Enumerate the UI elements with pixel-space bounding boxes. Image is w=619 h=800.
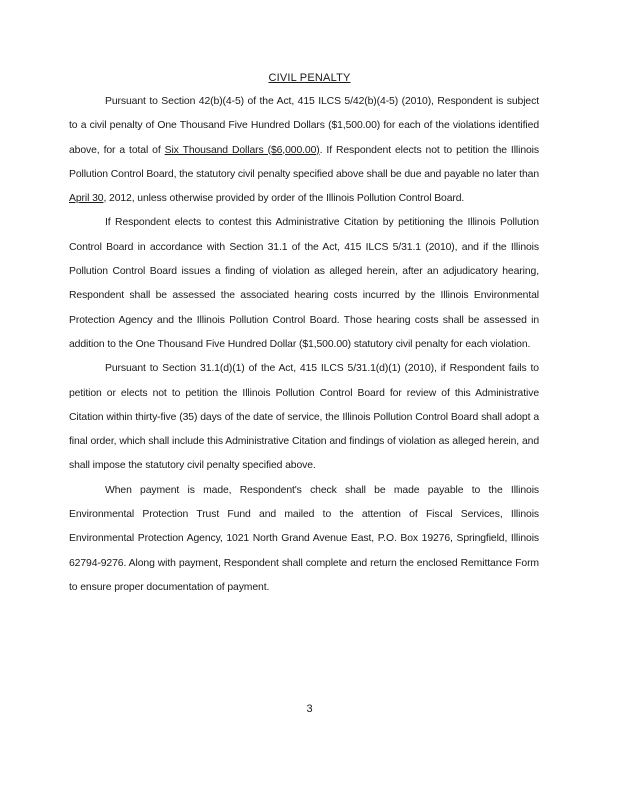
page-number: 3: [306, 703, 313, 715]
paragraph-payment-instructions: When payment is made, Respondent's check shall be made payable to the Illinois Environmental Protection Trust Fund and mailed to the attention of Fiscal Services, Illinois Environmental Protection Agency, 1021 North Grand Avenue East, P.O. Box 19276, Springfield, Illinois 62794-9276. Along with payment, Respondent shall complete and return the enclosed Remittance Form to ensure proper documentation of payment.: [69, 484, 539, 593]
document-body: [69, 90, 539, 600]
due-date: April 30: [69, 193, 104, 205]
section-heading: CIVIL PENALTY: [268, 72, 351, 84]
penalty-total: Six Thousand Dollars ($6,000.00): [164, 144, 320, 156]
paragraph-1-text-a: Pursuant to Section 42(b)(4-5) of the Act, 415 ILCS 5/42(b)(4-5) (2010), Respondent is subject to a civil penalty of One Thousand Five Hundred Dollars ($1,500.00) for each of the violations identified above, for a total of: [69, 96, 539, 156]
paragraph-1-text-c: , 2012, unless otherwise provided by order of the Illinois Pollution Control Board.: [103, 193, 465, 205]
paragraph-contest-citation: If Respondent elects to contest this Administrative Citation by petitioning the Illinois Pollution Control Board in accordance with Section 31.1 of the Act, 415 ILCS 5/31.1 (2010), and if the Illinois Pollution Control Board issues a finding of violation as alleged herein, after an adjudicatory hearing, Respondent shall be assessed the associated hearing costs incurred by the Illinois Environmental Protection Agency and the Illinois Pollution Control Board. Those hearing costs shall be assessed in addition to the One Thousand Five Hundred Dollar ($1,500.00) statutory civil penalty for each violation.: [69, 217, 539, 350]
paragraph-1-text-b: . If Respondent elects not to petition the Illinois Pollution Control Board, the statutory civil penalty specified above shall be due and payable no later than: [69, 144, 539, 180]
paragraph-civil-penalty-amount: [69, 90, 539, 211]
paragraph-final-order: Pursuant to Section 31.1(d)(1) of the Act, 415 ILCS 5/31.1(d)(1) (2010), if Respondent fails to petition or elects not to petition the Illinois Pollution Control Board for review of this Administrative Citation within thirty-five (35) days of the date of service, the Illinois Pollution Control Board shall adopt a final order, which shall include this Administrative Citation and findings of violation as alleged herein, and shall impose the statutory civil penalty specified above.: [69, 363, 539, 472]
